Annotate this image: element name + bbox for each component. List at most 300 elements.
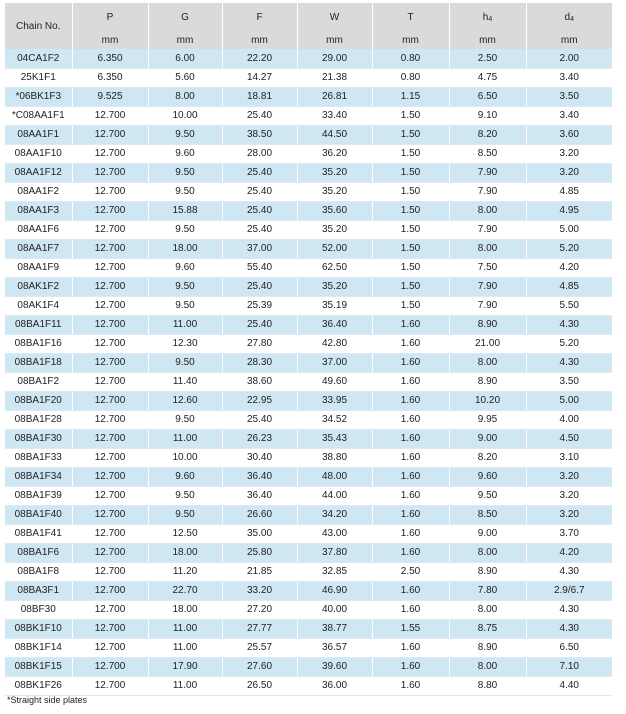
cell-value: 21.85 bbox=[222, 562, 297, 581]
cell-value: 1.60 bbox=[372, 581, 449, 600]
cell-value: 4.75 bbox=[449, 68, 526, 87]
cell-value: 12.700 bbox=[72, 182, 148, 201]
cell-value: 12.30 bbox=[148, 334, 222, 353]
header-col-5 bbox=[449, 3, 526, 32]
cell-value: 4.85 bbox=[526, 277, 612, 296]
cell-value: 2.9/6.7 bbox=[526, 581, 612, 600]
table-row bbox=[5, 543, 612, 562]
cell-chain-no: 08BA1F6 bbox=[5, 543, 72, 562]
cell-value: 34.52 bbox=[297, 410, 372, 429]
table-row bbox=[5, 201, 612, 220]
cell-value: 11.40 bbox=[148, 372, 222, 391]
cell-value: 9.50 bbox=[148, 125, 222, 144]
header-col-name: G bbox=[181, 12, 189, 23]
cell-value: 33.40 bbox=[297, 106, 372, 125]
cell-value: 8.20 bbox=[449, 125, 526, 144]
cell-value: 3.20 bbox=[526, 467, 612, 486]
cell-value: 12.700 bbox=[72, 106, 148, 125]
table-row bbox=[5, 296, 612, 315]
cell-value: 7.90 bbox=[449, 220, 526, 239]
cell-value: 4.20 bbox=[526, 258, 612, 277]
cell-value: 1.60 bbox=[372, 486, 449, 505]
cell-chain-no: *06BK1F3 bbox=[5, 87, 72, 106]
table-row bbox=[5, 87, 612, 106]
table-row bbox=[5, 372, 612, 391]
cell-value: 42.80 bbox=[297, 334, 372, 353]
table-row bbox=[5, 657, 612, 676]
cell-value: 6.350 bbox=[72, 68, 148, 87]
cell-value: 22.20 bbox=[222, 49, 297, 68]
cell-chain-no: 08BK1F15 bbox=[5, 657, 72, 676]
cell-chain-no: 08BA1F39 bbox=[5, 486, 72, 505]
cell-value: 4.30 bbox=[526, 619, 612, 638]
header-unit-4: mm bbox=[372, 32, 449, 49]
table-row bbox=[5, 486, 612, 505]
header-col-name: P bbox=[106, 12, 114, 23]
cell-value: 35.00 bbox=[222, 524, 297, 543]
cell-value: 25.40 bbox=[222, 220, 297, 239]
cell-value: 12.700 bbox=[72, 334, 148, 353]
table-row bbox=[5, 638, 612, 657]
cell-value: 1.60 bbox=[372, 410, 449, 429]
cell-value: 48.00 bbox=[297, 467, 372, 486]
header-col-4 bbox=[372, 3, 449, 32]
header-col-6 bbox=[526, 3, 612, 32]
chain-spec-table bbox=[5, 3, 612, 696]
cell-value: 3.10 bbox=[526, 448, 612, 467]
cell-value: 0.80 bbox=[372, 49, 449, 68]
cell-value: 1.60 bbox=[372, 391, 449, 410]
cell-value: 9.50 bbox=[449, 486, 526, 505]
cell-value: 12.700 bbox=[72, 543, 148, 562]
table-row bbox=[5, 334, 612, 353]
cell-value: 9.00 bbox=[449, 429, 526, 448]
cell-value: 12.700 bbox=[72, 581, 148, 600]
cell-value: 6.50 bbox=[526, 638, 612, 657]
cell-value: 28.00 bbox=[222, 144, 297, 163]
cell-value: 8.50 bbox=[449, 144, 526, 163]
cell-value: 11.00 bbox=[148, 429, 222, 448]
table-row bbox=[5, 182, 612, 201]
cell-value: 8.90 bbox=[449, 372, 526, 391]
header-col-1 bbox=[148, 3, 222, 32]
cell-value: 12.700 bbox=[72, 372, 148, 391]
cell-value: 40.00 bbox=[297, 600, 372, 619]
cell-value: 5.20 bbox=[526, 334, 612, 353]
cell-value: 27.80 bbox=[222, 334, 297, 353]
cell-chain-no: 08BA1F34 bbox=[5, 467, 72, 486]
cell-value: 12.700 bbox=[72, 505, 148, 524]
cell-chain-no: 08BA3F1 bbox=[5, 581, 72, 600]
table-row bbox=[5, 49, 612, 68]
cell-value: 12.700 bbox=[72, 391, 148, 410]
cell-value: 25.40 bbox=[222, 201, 297, 220]
table-row bbox=[5, 410, 612, 429]
cell-value: 18.00 bbox=[148, 600, 222, 619]
cell-chain-no: 08BA1F20 bbox=[5, 391, 72, 410]
cell-value: 8.50 bbox=[449, 505, 526, 524]
cell-value: 38.50 bbox=[222, 125, 297, 144]
cell-value: 4.30 bbox=[526, 315, 612, 334]
header-col-subscript: 4 bbox=[570, 16, 574, 23]
header-col-subscript: 4 bbox=[488, 16, 493, 23]
cell-value: 1.60 bbox=[372, 543, 449, 562]
cell-value: 37.80 bbox=[297, 543, 372, 562]
table-row bbox=[5, 239, 612, 258]
cell-value: 25.57 bbox=[222, 638, 297, 657]
cell-value: 1.60 bbox=[372, 657, 449, 676]
cell-value: 12.700 bbox=[72, 657, 148, 676]
header-unit-0: mm bbox=[72, 32, 148, 49]
cell-value: 4.30 bbox=[526, 600, 612, 619]
cell-chain-no: 08BA1F2 bbox=[5, 372, 72, 391]
cell-value: 38.77 bbox=[297, 619, 372, 638]
cell-value: 9.60 bbox=[148, 467, 222, 486]
cell-value: 11.00 bbox=[148, 619, 222, 638]
cell-chain-no: 08AA1F1 bbox=[5, 125, 72, 144]
table-row bbox=[5, 391, 612, 410]
cell-chain-no: 08AA1F3 bbox=[5, 201, 72, 220]
cell-value: 4.85 bbox=[526, 182, 612, 201]
header-col-name: d bbox=[564, 12, 571, 23]
table-row bbox=[5, 277, 612, 296]
cell-value: 12.700 bbox=[72, 676, 148, 695]
cell-chain-no: 04CA1F2 bbox=[5, 49, 72, 68]
cell-value: 34.20 bbox=[297, 505, 372, 524]
cell-chain-no: 08AK1F4 bbox=[5, 296, 72, 315]
cell-value: 38.60 bbox=[222, 372, 297, 391]
cell-value: 43.00 bbox=[297, 524, 372, 543]
cell-value: 6.50 bbox=[449, 87, 526, 106]
cell-chain-no: 08AA1F2 bbox=[5, 182, 72, 201]
cell-value: 26.23 bbox=[222, 429, 297, 448]
cell-value: 12.700 bbox=[72, 239, 148, 258]
cell-value: 26.60 bbox=[222, 505, 297, 524]
cell-chain-no: 08BA1F41 bbox=[5, 524, 72, 543]
cell-value: 6.00 bbox=[148, 49, 222, 68]
cell-value: 10.00 bbox=[148, 448, 222, 467]
cell-value: 35.20 bbox=[297, 277, 372, 296]
cell-value: 25.40 bbox=[222, 277, 297, 296]
cell-value: 25.80 bbox=[222, 543, 297, 562]
cell-value: 8.90 bbox=[449, 315, 526, 334]
cell-value: 30.40 bbox=[222, 448, 297, 467]
table-row bbox=[5, 448, 612, 467]
cell-value: 12.700 bbox=[72, 296, 148, 315]
table-row bbox=[5, 258, 612, 277]
cell-chain-no: 08BF30 bbox=[5, 600, 72, 619]
cell-value: 35.20 bbox=[297, 220, 372, 239]
cell-value: 1.60 bbox=[372, 429, 449, 448]
cell-value: 35.20 bbox=[297, 182, 372, 201]
header-unit-3: mm bbox=[297, 32, 372, 49]
table-row bbox=[5, 600, 612, 619]
header-col-0 bbox=[72, 3, 148, 32]
cell-value: 26.50 bbox=[222, 676, 297, 695]
cell-value: 8.90 bbox=[449, 638, 526, 657]
cell-value: 12.60 bbox=[148, 391, 222, 410]
cell-value: 8.00 bbox=[148, 87, 222, 106]
cell-value: 3.20 bbox=[526, 505, 612, 524]
cell-chain-no: 08AA1F7 bbox=[5, 239, 72, 258]
cell-value: 8.00 bbox=[449, 353, 526, 372]
cell-value: 25.40 bbox=[222, 163, 297, 182]
cell-value: 12.700 bbox=[72, 467, 148, 486]
cell-value: 49.60 bbox=[297, 372, 372, 391]
cell-chain-no: 08BK1F14 bbox=[5, 638, 72, 657]
cell-value: 17.90 bbox=[148, 657, 222, 676]
cell-value: 9.50 bbox=[148, 163, 222, 182]
cell-value: 2.50 bbox=[449, 49, 526, 68]
cell-value: 12.700 bbox=[72, 600, 148, 619]
cell-value: 7.90 bbox=[449, 163, 526, 182]
cell-value: 11.00 bbox=[148, 676, 222, 695]
table-row bbox=[5, 353, 612, 372]
cell-value: 15.88 bbox=[148, 201, 222, 220]
cell-value: 5.00 bbox=[526, 391, 612, 410]
cell-value: 7.90 bbox=[449, 277, 526, 296]
cell-value: 9.50 bbox=[148, 220, 222, 239]
cell-value: 1.50 bbox=[372, 106, 449, 125]
cell-value: 37.00 bbox=[297, 353, 372, 372]
cell-value: 3.50 bbox=[526, 87, 612, 106]
cell-value: 1.60 bbox=[372, 372, 449, 391]
cell-value: 1.60 bbox=[372, 334, 449, 353]
cell-value: 22.70 bbox=[148, 581, 222, 600]
cell-chain-no: 08BK1F26 bbox=[5, 676, 72, 695]
table-row bbox=[5, 505, 612, 524]
cell-value: 25.40 bbox=[222, 182, 297, 201]
cell-value: 27.60 bbox=[222, 657, 297, 676]
cell-value: 36.00 bbox=[297, 676, 372, 695]
cell-value: 3.70 bbox=[526, 524, 612, 543]
cell-value: 35.19 bbox=[297, 296, 372, 315]
table-row bbox=[5, 619, 612, 638]
cell-value: 7.80 bbox=[449, 581, 526, 600]
cell-value: 6.350 bbox=[72, 49, 148, 68]
cell-chain-no: 25K1F1 bbox=[5, 68, 72, 87]
cell-value: 3.20 bbox=[526, 163, 612, 182]
header-row bbox=[5, 3, 612, 32]
cell-value: 9.60 bbox=[148, 144, 222, 163]
cell-value: 33.95 bbox=[297, 391, 372, 410]
cell-value: 12.700 bbox=[72, 353, 148, 372]
cell-value: 36.57 bbox=[297, 638, 372, 657]
table-row bbox=[5, 163, 612, 182]
table-row bbox=[5, 581, 612, 600]
cell-value: 52.00 bbox=[297, 239, 372, 258]
cell-value: 25.40 bbox=[222, 106, 297, 125]
cell-value: 3.60 bbox=[526, 125, 612, 144]
units-row bbox=[5, 32, 612, 49]
header-col-name: W bbox=[329, 12, 340, 23]
cell-value: 3.40 bbox=[526, 106, 612, 125]
cell-value: 29.00 bbox=[297, 49, 372, 68]
header-col-2 bbox=[222, 3, 297, 32]
table-row bbox=[5, 429, 612, 448]
cell-value: 1.60 bbox=[372, 467, 449, 486]
cell-value: 21.38 bbox=[297, 68, 372, 87]
cell-value: 5.20 bbox=[526, 239, 612, 258]
header-col-3 bbox=[297, 3, 372, 32]
table-row bbox=[5, 220, 612, 239]
cell-value: 1.60 bbox=[372, 315, 449, 334]
cell-value: 25.40 bbox=[222, 410, 297, 429]
cell-chain-no: *C08AA1F1 bbox=[5, 106, 72, 125]
cell-chain-no: 08AA1F6 bbox=[5, 220, 72, 239]
cell-value: 4.30 bbox=[526, 353, 612, 372]
cell-value: 1.50 bbox=[372, 182, 449, 201]
cell-value: 7.50 bbox=[449, 258, 526, 277]
table-row bbox=[5, 315, 612, 334]
table-row bbox=[5, 467, 612, 486]
cell-value: 8.00 bbox=[449, 239, 526, 258]
cell-value: 12.700 bbox=[72, 486, 148, 505]
cell-value: 18.00 bbox=[148, 239, 222, 258]
cell-value: 38.80 bbox=[297, 448, 372, 467]
cell-value: 62.50 bbox=[297, 258, 372, 277]
cell-value: 4.00 bbox=[526, 410, 612, 429]
table-row bbox=[5, 562, 612, 581]
cell-value: 10.00 bbox=[148, 106, 222, 125]
cell-chain-no: 08BK1F10 bbox=[5, 619, 72, 638]
cell-value: 12.700 bbox=[72, 125, 148, 144]
cell-value: 11.20 bbox=[148, 562, 222, 581]
cell-value: 8.00 bbox=[449, 657, 526, 676]
cell-value: 12.700 bbox=[72, 448, 148, 467]
cell-value: 12.700 bbox=[72, 619, 148, 638]
cell-value: 3.20 bbox=[526, 144, 612, 163]
cell-value: 11.00 bbox=[148, 315, 222, 334]
cell-value: 2.00 bbox=[526, 49, 612, 68]
table-body bbox=[5, 49, 612, 695]
cell-value: 4.20 bbox=[526, 543, 612, 562]
cell-value: 1.50 bbox=[372, 201, 449, 220]
header-col-name: h bbox=[482, 12, 489, 23]
cell-value: 36.40 bbox=[222, 467, 297, 486]
cell-chain-no: 08BA1F40 bbox=[5, 505, 72, 524]
cell-value: 1.50 bbox=[372, 239, 449, 258]
cell-value: 46.90 bbox=[297, 581, 372, 600]
cell-value: 18.00 bbox=[148, 543, 222, 562]
cell-value: 1.50 bbox=[372, 258, 449, 277]
cell-value: 9.525 bbox=[72, 87, 148, 106]
table-row bbox=[5, 524, 612, 543]
cell-value: 35.60 bbox=[297, 201, 372, 220]
cell-value: 12.700 bbox=[72, 144, 148, 163]
cell-value: 36.40 bbox=[222, 486, 297, 505]
cell-value: 22.95 bbox=[222, 391, 297, 410]
cell-chain-no: 08BA1F11 bbox=[5, 315, 72, 334]
cell-value: 44.50 bbox=[297, 125, 372, 144]
cell-value: 7.90 bbox=[449, 296, 526, 315]
cell-value: 2.50 bbox=[372, 562, 449, 581]
cell-value: 1.50 bbox=[372, 125, 449, 144]
header-unit-6: mm bbox=[526, 32, 612, 49]
cell-value: 12.50 bbox=[148, 524, 222, 543]
cell-value: 14.27 bbox=[222, 68, 297, 87]
cell-value: 1.60 bbox=[372, 353, 449, 372]
cell-chain-no: 08AK1F2 bbox=[5, 277, 72, 296]
cell-value: 8.00 bbox=[449, 201, 526, 220]
cell-chain-no: 08BA1F30 bbox=[5, 429, 72, 448]
cell-value: 8.80 bbox=[449, 676, 526, 695]
cell-value: 12.700 bbox=[72, 638, 148, 657]
cell-value: 9.50 bbox=[148, 353, 222, 372]
cell-value: 9.50 bbox=[148, 296, 222, 315]
cell-value: 28.30 bbox=[222, 353, 297, 372]
cell-value: 12.700 bbox=[72, 258, 148, 277]
cell-value: 12.700 bbox=[72, 410, 148, 429]
cell-value: 35.43 bbox=[297, 429, 372, 448]
cell-chain-no: 08AA1F12 bbox=[5, 163, 72, 182]
cell-chain-no: 08BA1F16 bbox=[5, 334, 72, 353]
cell-value: 1.60 bbox=[372, 448, 449, 467]
cell-chain-no: 08BA1F28 bbox=[5, 410, 72, 429]
cell-value: 4.30 bbox=[526, 562, 612, 581]
cell-value: 1.60 bbox=[372, 524, 449, 543]
cell-value: 1.55 bbox=[372, 619, 449, 638]
header-col-name: F bbox=[256, 12, 263, 23]
cell-value: 33.20 bbox=[222, 581, 297, 600]
table-row bbox=[5, 68, 612, 87]
cell-value: 9.10 bbox=[449, 106, 526, 125]
cell-value: 1.60 bbox=[372, 505, 449, 524]
cell-value: 32.85 bbox=[297, 562, 372, 581]
cell-value: 8.00 bbox=[449, 600, 526, 619]
cell-value: 1.50 bbox=[372, 277, 449, 296]
cell-value: 8.20 bbox=[449, 448, 526, 467]
cell-value: 9.50 bbox=[148, 277, 222, 296]
header-unit-5: mm bbox=[449, 32, 526, 49]
cell-value: 37.00 bbox=[222, 239, 297, 258]
cell-value: 1.60 bbox=[372, 600, 449, 619]
cell-value: 3.50 bbox=[526, 372, 612, 391]
table-row bbox=[5, 144, 612, 163]
cell-value: 9.50 bbox=[148, 410, 222, 429]
cell-value: 12.700 bbox=[72, 429, 148, 448]
cell-value: 36.40 bbox=[297, 315, 372, 334]
cell-value: 26.81 bbox=[297, 87, 372, 106]
cell-value: 5.00 bbox=[526, 220, 612, 239]
cell-value: 21.00 bbox=[449, 334, 526, 353]
table-row bbox=[5, 125, 612, 144]
footnote: *Straight side plates bbox=[7, 695, 88, 705]
cell-value: 44.00 bbox=[297, 486, 372, 505]
cell-value: 35.20 bbox=[297, 163, 372, 182]
cell-value: 25.39 bbox=[222, 296, 297, 315]
table-row bbox=[5, 676, 612, 695]
cell-value: 55.40 bbox=[222, 258, 297, 277]
cell-value: 8.75 bbox=[449, 619, 526, 638]
cell-value: 9.50 bbox=[148, 182, 222, 201]
header-unit-2: mm bbox=[222, 32, 297, 49]
cell-chain-no: 08BA1F8 bbox=[5, 562, 72, 581]
cell-value: 1.50 bbox=[372, 163, 449, 182]
cell-value: 3.20 bbox=[526, 486, 612, 505]
cell-value: 12.700 bbox=[72, 277, 148, 296]
cell-value: 1.50 bbox=[372, 220, 449, 239]
cell-value: 25.40 bbox=[222, 315, 297, 334]
cell-value: 18.81 bbox=[222, 87, 297, 106]
cell-value: 4.40 bbox=[526, 676, 612, 695]
cell-value: 27.20 bbox=[222, 600, 297, 619]
cell-value: 5.60 bbox=[148, 68, 222, 87]
cell-value: 9.95 bbox=[449, 410, 526, 429]
cell-value: 12.700 bbox=[72, 163, 148, 182]
cell-value: 12.700 bbox=[72, 562, 148, 581]
cell-value: 1.60 bbox=[372, 638, 449, 657]
